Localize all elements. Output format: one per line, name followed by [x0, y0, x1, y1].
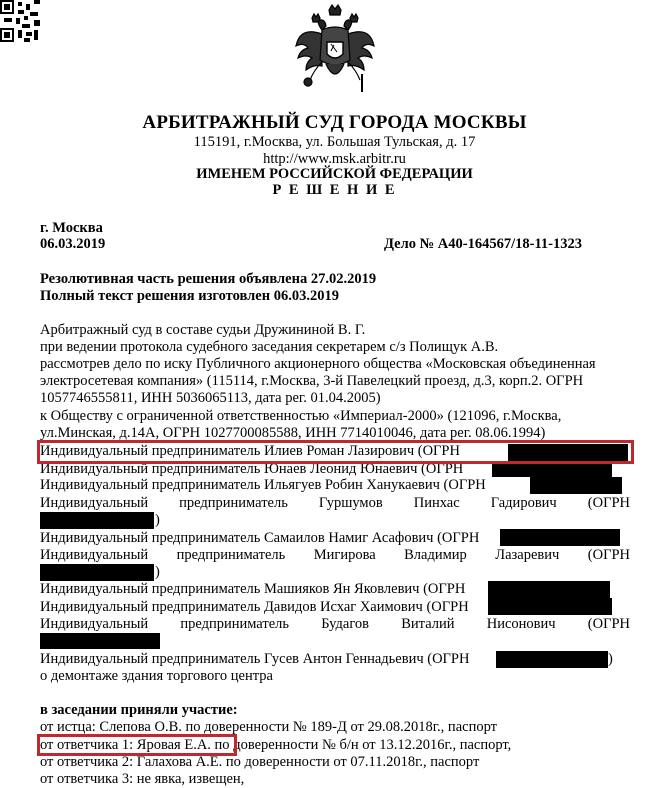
word: Нисонович	[486, 616, 556, 632]
highlight-box-representative	[37, 734, 237, 756]
body-line: ул.Минская, д.14А, ОГРН 1027700085588, ИНН 7714010046, дата рег. 08.06.1994)	[40, 425, 546, 441]
word: (ОГРН	[587, 616, 630, 632]
redaction-block	[40, 633, 160, 649]
qr-code	[0, 0, 42, 42]
word: Лазаревич	[495, 547, 560, 563]
word: Индивидуальный	[40, 495, 149, 511]
participant-rest: доверенности № б/н от 13.12.2016г., паспорт,	[229, 737, 512, 753]
participant-line: от истца: Слепова О.В. по доверенности № 189-Д от 29.08.2018г., паспорт	[40, 719, 497, 735]
resolution-announced: Резолютивная часть решения объявлена 27.02.2019	[40, 271, 377, 287]
participant-line: от ответчика 3: не явка, извещен,	[40, 771, 245, 787]
body-line: Индивидуальный предприниматель Самаилов Намиг Асафович (ОГРН	[40, 530, 480, 546]
word: Гадирович	[490, 495, 557, 511]
coat-of-arms-icon	[292, 4, 378, 100]
body-line: Индивидуальный предприниматель Илиев Роман Лазирович (ОГРН	[40, 443, 460, 459]
body-line: о демонтаже здания торгового центра	[40, 668, 273, 684]
body-line: Арбитражный суд в составе судьи Дружининой В. Г.	[40, 322, 366, 338]
paren-close: )	[608, 651, 613, 667]
redaction-block	[40, 564, 154, 581]
body-line: Индивидуальный предприниматель Машияков Ян Яковлевич (ОГРН	[40, 581, 466, 597]
word: Пинхас	[413, 495, 460, 511]
participant-line: от ответчика 2: Галахова А.Е. по доверенности от 07.11.2018г., паспорт	[40, 754, 480, 770]
body-line-justified	[40, 547, 630, 564]
word: предприниматель	[179, 495, 288, 511]
redaction-block	[500, 529, 620, 546]
body-line: Индивидуальный предприниматель Давидов Исхаг Хаимович (ОГРН	[40, 599, 469, 615]
body-line: Индивидуальный предприниматель Ильягуев Робин Ханукаевич (ОГРН	[40, 477, 486, 493]
body-line-justified	[40, 495, 630, 512]
full-text-made: Полный текст решения изготовлен 06.03.2019	[40, 288, 339, 304]
paren-close: )	[155, 512, 160, 528]
body-line: Индивидуальный предприниматель Юнаев Леонид Юнаевич (ОГРН	[40, 461, 464, 477]
highlight-box-defendant	[37, 440, 634, 464]
word: (ОГРН	[587, 547, 630, 563]
paren-close: )	[155, 564, 160, 580]
case-number: Дело № А40-164567/18-11-1323	[384, 236, 582, 252]
word: Будагов	[321, 616, 370, 632]
participant-highlighted: от ответчика 1: Яровая Е.А. по	[40, 737, 230, 753]
word: Виталий	[401, 616, 455, 632]
decision-date: 06.03.2019	[40, 236, 106, 252]
city: г. Москва	[40, 220, 103, 236]
redaction-block	[530, 477, 622, 494]
word: Индивидуальный	[40, 616, 149, 632]
word: предприниматель	[176, 547, 286, 563]
word: предприниматель	[180, 616, 289, 632]
court-name: АРБИТРАЖНЫЙ СУД ГОРОДА МОСКВЫ	[142, 112, 527, 133]
redaction-block	[488, 598, 612, 615]
body-line: Индивидуальный предприниматель Гусев Антон Геннадьевич (ОГРН	[40, 651, 470, 667]
in-name-of: ИМЕНЕМ РОССИЙСКОЙ ФЕДЕРАЦИИ	[196, 166, 473, 182]
court-address: 115191, г.Москва, ул. Большая Тульская, д. 17	[193, 134, 476, 150]
word: (ОГРН	[587, 495, 630, 511]
redaction-block	[40, 512, 154, 529]
word: Гуршумов	[318, 495, 383, 511]
redaction-block	[488, 581, 610, 598]
body-line: рассмотрев дело по иску Публичного акционерного общества «Московская объединенная	[40, 356, 596, 372]
body-line: электросетевая компания» (115114, г.Москва, 3-й Павелецкий проезд, д.3, корп.2. ОГРН	[40, 373, 584, 389]
body-line: при ведении протокола судебного заседания секретарем с/з Полищук А.В.	[40, 339, 499, 355]
word: Мигирова	[313, 547, 376, 563]
body-line: к Обществу с ограниченной ответственностью «Империал-2000» (121096, г.Москва,	[40, 408, 562, 424]
redaction-block	[496, 651, 608, 668]
body-line: 1057746555811, ИНН 5036065113, дата рег. 01.04.2005)	[40, 390, 381, 406]
body-line-justified	[40, 616, 630, 633]
document-type: Р Е Ш Е Н И Е	[272, 182, 397, 198]
court-website[interactable]: http://www.msk.arbitr.ru	[263, 151, 406, 167]
word: Индивидуальный	[40, 547, 149, 563]
word: Владимир	[404, 547, 467, 563]
participants-heading: в заседании приняли участие:	[40, 702, 238, 718]
